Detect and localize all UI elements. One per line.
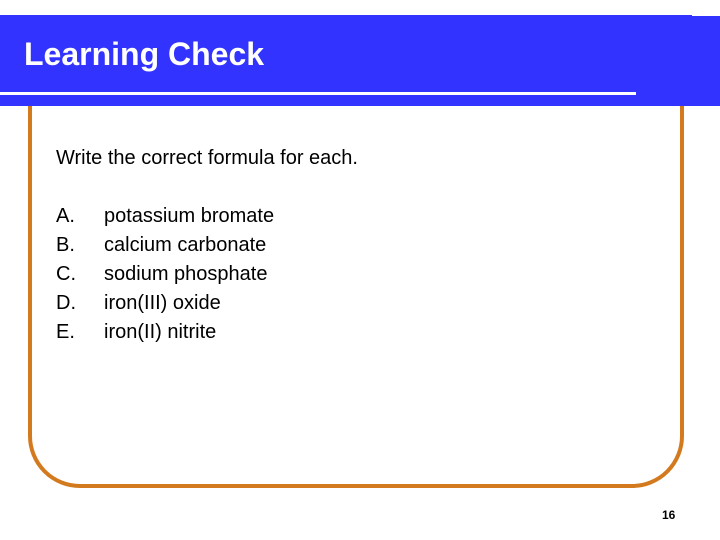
question-list [56, 202, 274, 347]
list-item [56, 318, 274, 347]
item-text: sodium phosphate [104, 263, 268, 285]
list-item [56, 202, 274, 231]
title-underline [0, 92, 636, 95]
list-item [56, 260, 274, 289]
instruction-text: Write the correct formula for each. [56, 147, 358, 169]
list-item [56, 289, 274, 318]
item-letter: E. [56, 321, 75, 343]
item-letter: C. [56, 263, 76, 285]
item-letter: A. [56, 205, 75, 227]
list-item [56, 231, 274, 260]
item-text: iron(II) nitrite [104, 321, 217, 343]
title-band [0, 12, 720, 106]
slide-title: Learning Check [24, 36, 265, 72]
page-number: 16 [662, 508, 676, 522]
item-letter: D. [56, 292, 76, 314]
item-text: iron(III) oxide [104, 292, 221, 314]
title-band-notch [692, 12, 720, 16]
item-text: potassium bromate [104, 205, 275, 227]
title-band-top-edge [0, 12, 720, 15]
item-text: calcium carbonate [104, 234, 267, 256]
item-letter: B. [56, 234, 75, 256]
